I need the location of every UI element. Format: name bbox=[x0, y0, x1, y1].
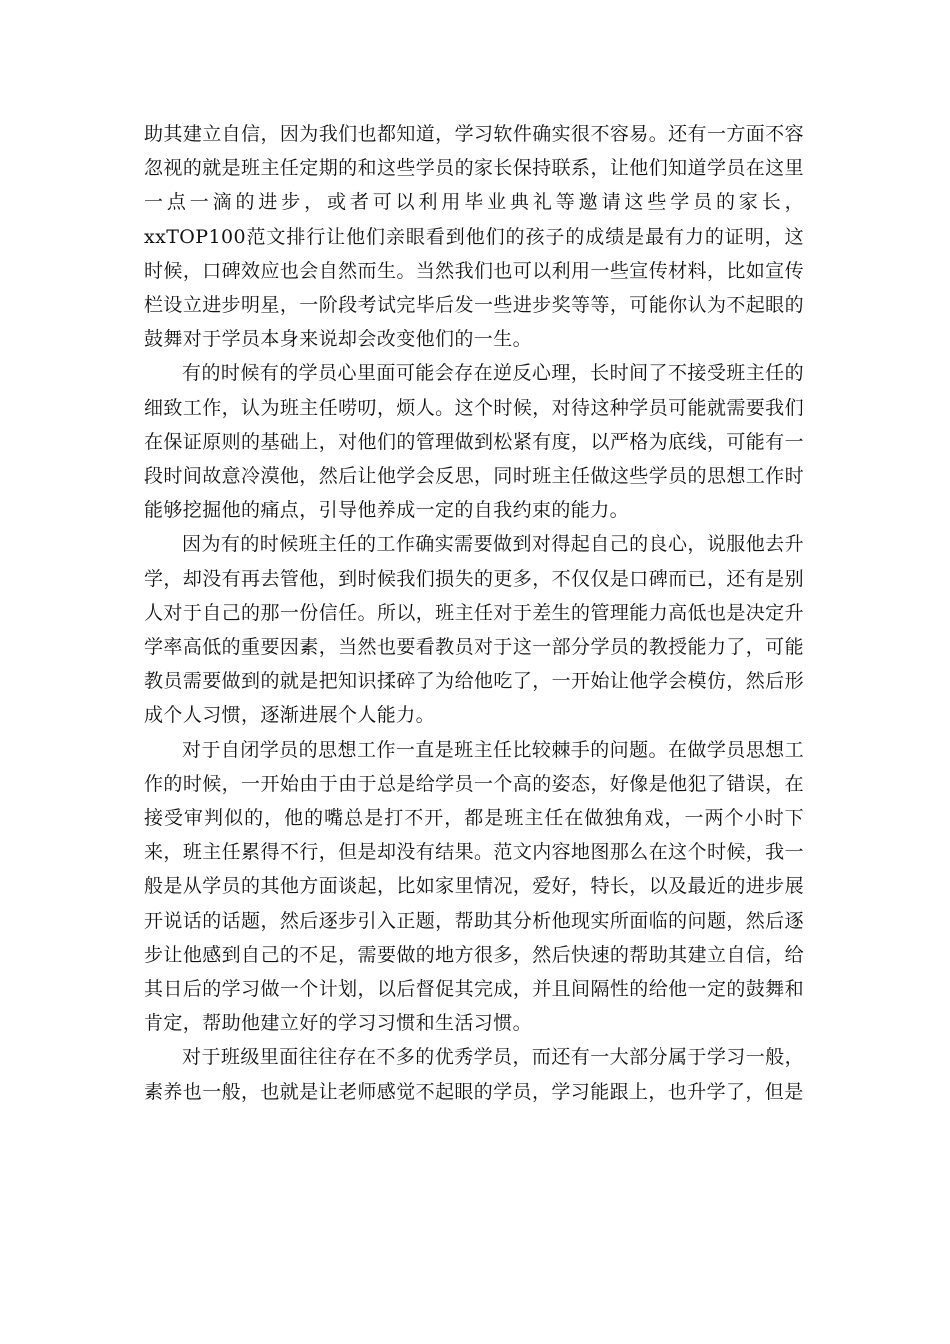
paragraph-5: 对于班级里面往往存在不多的优秀学员，而还有一大部分属于学习一般，素养也一般，也就是让老师感觉不起眼的学员，学习能跟上，也升学了，但是 bbox=[144, 1046, 804, 1103]
paragraph-3: 因为有的时候班主任的工作确实需要做到对得起自己的良心，说服他去升学，却没有再去管他，到时候我们损失的更多，不仅仅是口碑而已，还有是别人对于自己的那一份信任。所以，班主任对于差生的管理能力高低也是决定升学率高低的重要因素，当然也要看教员对于这一部分学员的教授能力了，可能教员需要做到的就是把知识揉碎了为给他吃了，一开始让他学会模仿，然后形成个人习惯，逐渐进展个人能力。 bbox=[144, 533, 804, 727]
paragraph-2: 有的时候有的学员心里面可能会存在逆反心理，长时间了不接受班主任的细致工作，认为班主任唠叨，烦人。这个时候，对待这种学员可能就需要我们在保证原则的基础上，对他们的管理做到松紧有度，以严格为底线，可能有一段时间故意冷漠他，然后让他学会反思，同时班主任做这些学员的思想工作时能够挖掘他的痛点，引导他养成一定的自我约束的能力。 bbox=[144, 362, 804, 522]
paragraph-1: 助其建立自信，因为我们也都知道，学习软件确实很不容易。还有一方面不容忽视的就是班主任定期的和这些学员的家长保持联系，让他们知道学员在这里一点一滴的进步，或者可以利用毕业典礼等邀请这些学员的家长，xxTOP100范文排行让他们亲眼看到他们的孩子的成绩是最有力的证明，这时候，口碑效应也会自然而生。当然我们也可以利用一些宣传材料，比如宣传栏设立进步明星，一阶段考试完毕后发一些进步奖等等，可能你认为不起眼的鼓舞对于学员本身来说却会改变他们的一生。 bbox=[144, 123, 804, 351]
document-body bbox=[144, 117, 804, 1109]
paragraph-4: 对于自闭学员的思想工作一直是班主任比较棘手的问题。在做学员思想工作的时候，一开始由于由于总是给学员一个高的姿态，好像是他犯了错误，在接受审判似的，他的嘴总是打不开，都是班主任在做独角戏，一两个小时下来，班主任累得不行，但是却没有结果。范文内容地图那么在这个时候，我一般是从学员的其他方面谈起，比如家里情况，爱好，特长，以及最近的进步展开说话的话题，然后逐步引入正题，帮助其分析他现实所面临的问题，然后逐步让他感到自己的不足，需要做的地方很多，然后快速的帮助其建立自信，给其日后的学习做一个计划，以后督促其完成，并且间隔性的给他一定的鼓舞和肯定，帮助他建立好的学习习惯和生活习惯。 bbox=[144, 738, 804, 1035]
